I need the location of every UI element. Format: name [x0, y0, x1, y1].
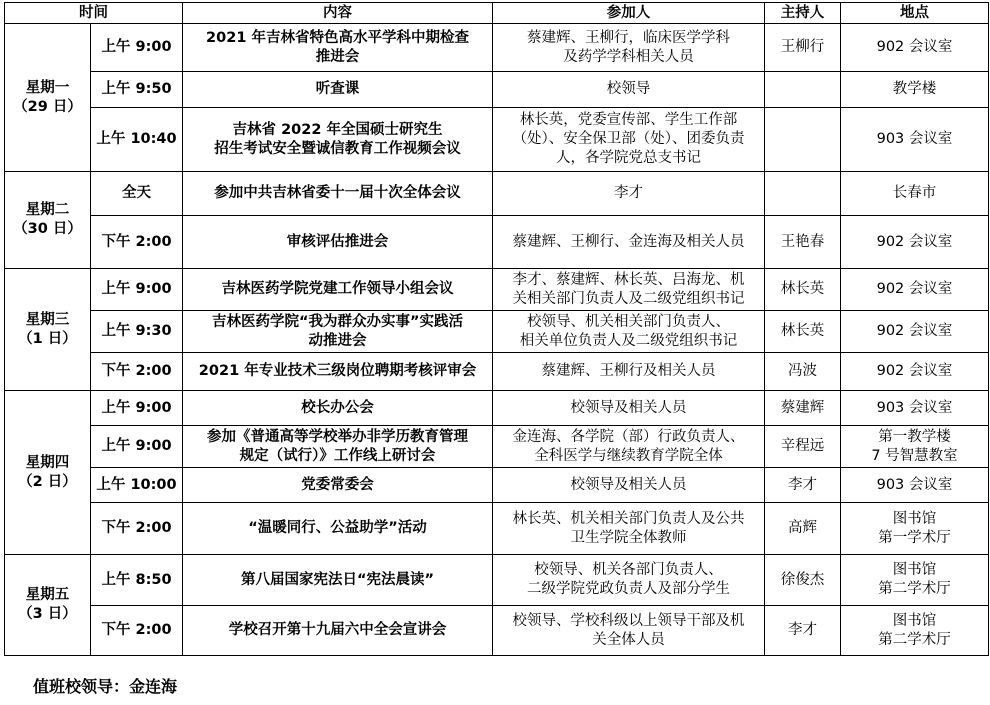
- event-location: 902 会议室: [841, 269, 989, 311]
- event-location: 图书馆 第一学术厅: [841, 503, 989, 555]
- table-row: [5, 606, 989, 656]
- event-host: [765, 72, 841, 108]
- event-host: 辛程远: [765, 426, 841, 468]
- event-host: 徐俊杰: [765, 555, 841, 606]
- event-content: 审核评估推进会: [183, 216, 493, 269]
- table-row: [5, 353, 989, 391]
- event-content: 学校召开第十九届六中全会宣讲会: [183, 606, 493, 656]
- day-label: 星期二 （30 日）: [5, 172, 91, 269]
- event-participants: 蔡建辉、王柳行、金连海及相关人员: [493, 216, 765, 269]
- table-row: [5, 426, 989, 468]
- day-label: 星期五 （3 日）: [5, 555, 91, 656]
- event-participants: 金连海、各学院（部）行政负责人、 全科医学与继续教育学院全体: [493, 426, 765, 468]
- event-content: 参加中共吉林省委十一届十次全体会议: [183, 172, 493, 216]
- event-content: 吉林医药学院“我为群众办实事”实践活 动推进会: [183, 311, 493, 353]
- event-participants: 李才、蔡建辉、林长英、吕海龙、机 关相关部门负责人及二级党组织书记: [493, 269, 765, 311]
- event-location: 902 会议室: [841, 311, 989, 353]
- event-time: 上午 9:00: [91, 391, 183, 426]
- event-time: 上午 10:40: [91, 108, 183, 172]
- table-row: [5, 311, 989, 353]
- event-content: 吉林医药学院党建工作领导小组会议: [183, 269, 493, 311]
- event-time: 上午 10:00: [91, 468, 183, 503]
- event-location: 长春市: [841, 172, 989, 216]
- event-content: 第八届国家宪法日“宪法晨读”: [183, 555, 493, 606]
- event-content: 听查课: [183, 72, 493, 108]
- event-location: 图书馆 第二学术厅: [841, 555, 989, 606]
- event-time: 下午 2:00: [91, 503, 183, 555]
- table-row: [5, 24, 989, 72]
- event-participants: 林长英、机关相关部门负责人及公共 卫生学院全体教师: [493, 503, 765, 555]
- event-participants: 蔡建辉、王柳行及相关人员: [493, 353, 765, 391]
- table-row: [5, 108, 989, 172]
- event-location: 第一教学楼 7 号智慧教室: [841, 426, 989, 468]
- table-header-row: [5, 3, 989, 24]
- event-time: 下午 2:00: [91, 606, 183, 656]
- event-host: 蔡建辉: [765, 391, 841, 426]
- weekly-schedule-table: [4, 2, 989, 656]
- table-row: [5, 391, 989, 426]
- event-content: 吉林省 2022 年全国硕士研究生 招生考试安全暨诚信教育工作视频会议: [183, 108, 493, 172]
- event-content: 校长办公会: [183, 391, 493, 426]
- event-time: 上午 9:30: [91, 311, 183, 353]
- table-row: [5, 555, 989, 606]
- day-label: 星期四 （2 日）: [5, 391, 91, 555]
- event-location: 902 会议室: [841, 216, 989, 269]
- event-location: 902 会议室: [841, 24, 989, 72]
- event-time: 下午 2:00: [91, 216, 183, 269]
- event-content: 2021 年专业技术三级岗位聘期考核评审会: [183, 353, 493, 391]
- event-host: 高辉: [765, 503, 841, 555]
- event-location: 902 会议室: [841, 353, 989, 391]
- event-host: 李才: [765, 606, 841, 656]
- event-host: 林长英: [765, 311, 841, 353]
- header-host: 主持人: [765, 3, 841, 24]
- event-location: 教学楼: [841, 72, 989, 108]
- event-participants: 校领导及相关人员: [493, 391, 765, 426]
- event-time: 上午 9:00: [91, 269, 183, 311]
- event-host: 王艳春: [765, 216, 841, 269]
- table-row: [5, 72, 989, 108]
- event-content: 参加《普通高等学校举办非学历教育管理 规定（试行）》工作线上研讨会: [183, 426, 493, 468]
- event-participants: 校领导、学校科级以上领导干部及机 关全体人员: [493, 606, 765, 656]
- header-time: 时间: [5, 3, 183, 24]
- event-location: 903 会议室: [841, 391, 989, 426]
- table-row: [5, 269, 989, 311]
- event-time: 上午 9:00: [91, 24, 183, 72]
- event-participants: 校领导、机关相关部门负责人、 相关单位负责人及二级党组织书记: [493, 311, 765, 353]
- header-location: 地点: [841, 3, 989, 24]
- event-time: 上午 9:50: [91, 72, 183, 108]
- event-host: 林长英: [765, 269, 841, 311]
- event-participants: 校领导及相关人员: [493, 468, 765, 503]
- event-location: 903 会议室: [841, 468, 989, 503]
- event-host: 王柳行: [765, 24, 841, 72]
- event-time: 下午 2:00: [91, 353, 183, 391]
- event-time: 上午 9:00: [91, 426, 183, 468]
- table-row: [5, 468, 989, 503]
- duty-leader-note: 值班校领导：金连海: [33, 677, 178, 696]
- day-label: 星期三 （1 日）: [5, 269, 91, 391]
- event-host: 李才: [765, 468, 841, 503]
- event-content: “温暖同行、公益助学”活动: [183, 503, 493, 555]
- event-time: 上午 8:50: [91, 555, 183, 606]
- event-host: 冯波: [765, 353, 841, 391]
- event-participants: 蔡建辉、王柳行，临床医学学科 及药学学科相关人员: [493, 24, 765, 72]
- event-location: 903 会议室: [841, 108, 989, 172]
- event-location: 图书馆 第二学术厅: [841, 606, 989, 656]
- event-host: [765, 108, 841, 172]
- header-content: 内容: [183, 3, 493, 24]
- table-row: [5, 172, 989, 216]
- event-participants: 李才: [493, 172, 765, 216]
- event-content: 党委常委会: [183, 468, 493, 503]
- table-row: [5, 216, 989, 269]
- header-participants: 参加人: [493, 3, 765, 24]
- day-label: 星期一 （29 日）: [5, 24, 91, 172]
- event-participants: 校领导、机关各部门负责人、 二级学院党政负责人及部分学生: [493, 555, 765, 606]
- event-time: 全天: [91, 172, 183, 216]
- event-participants: 林长英，党委宣传部、学生工作部 （处）、安全保卫部（处）、团委负责 人，各学院党总支书记: [493, 108, 765, 172]
- table-row: [5, 503, 989, 555]
- event-host: [765, 172, 841, 216]
- event-participants: 校领导: [493, 72, 765, 108]
- event-content: 2021 年吉林省特色高水平学科中期检查 推进会: [183, 24, 493, 72]
